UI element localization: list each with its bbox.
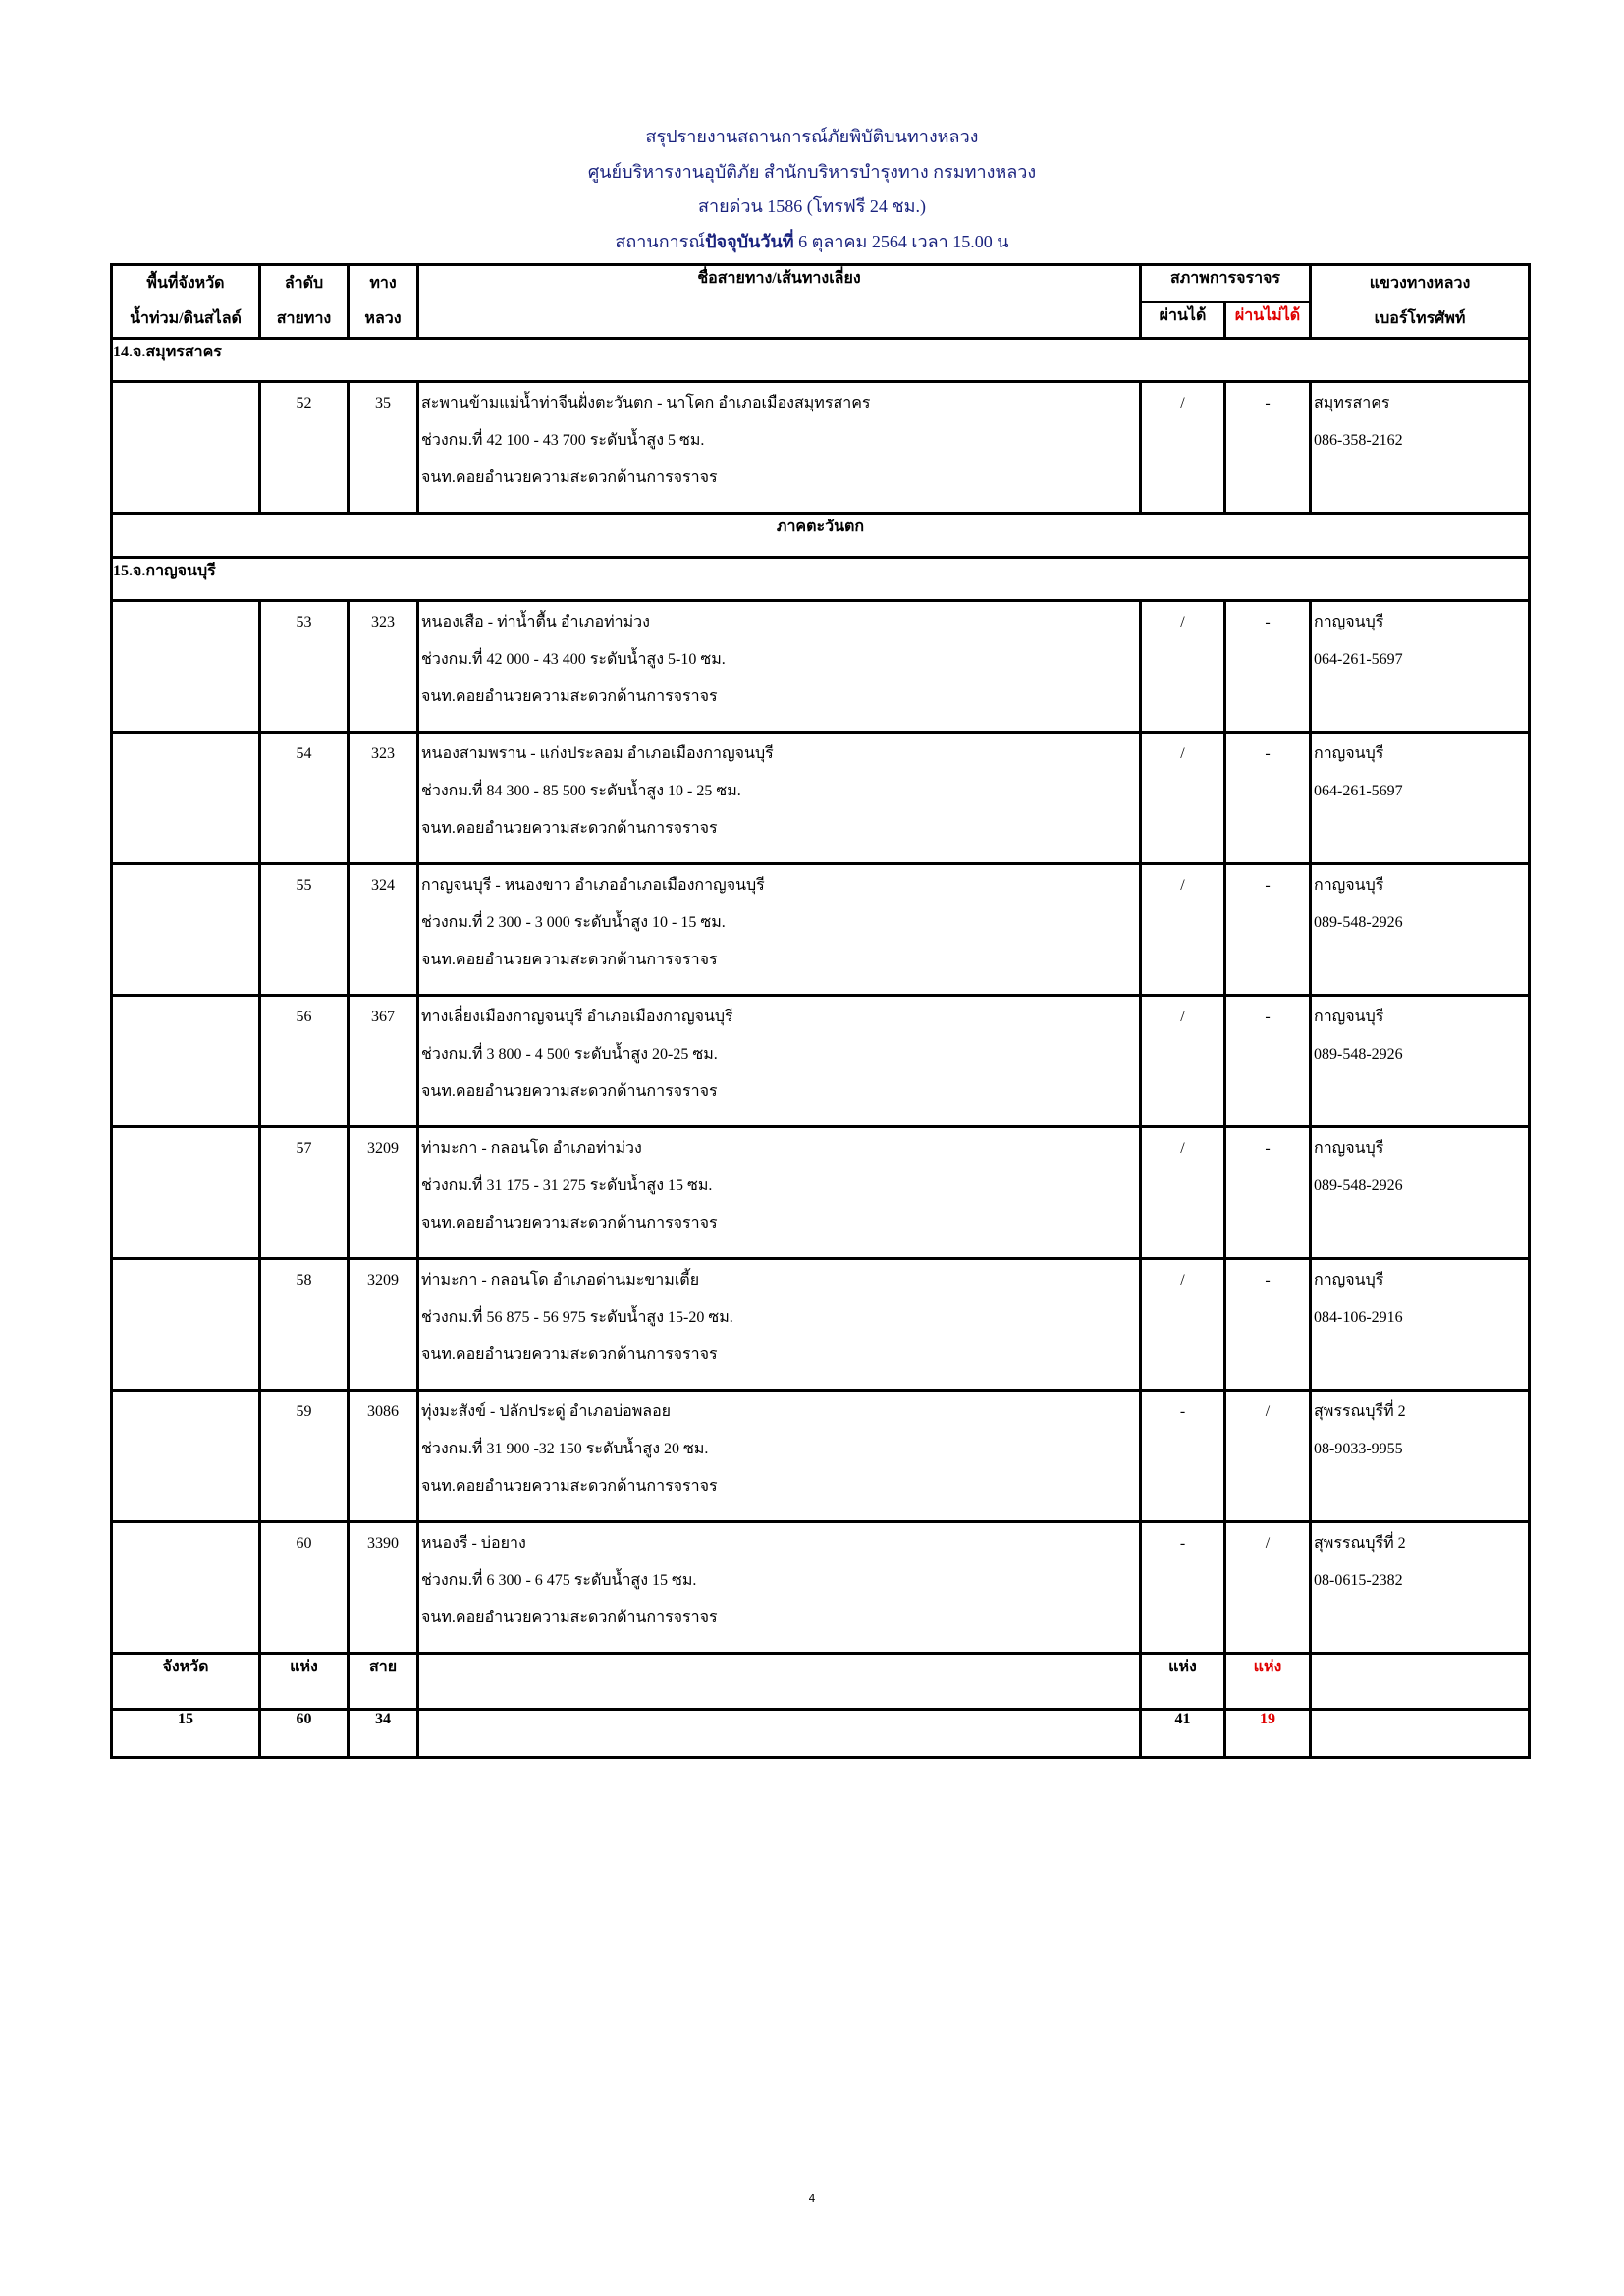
col-traffic-header: สภาพการจราจร xyxy=(1141,265,1311,302)
route-cell xyxy=(418,1259,1141,1391)
office-cell xyxy=(1311,996,1530,1127)
office-phone: 089-548-2926 xyxy=(1314,1046,1403,1063)
office-phone: 08-0615-2382 xyxy=(1314,1572,1403,1589)
office-name: กาญจนบุรี xyxy=(1314,1140,1384,1157)
office-phone: 089-548-2926 xyxy=(1314,914,1403,931)
route-name: ทุ่งมะสังข์ - ปลักประดู่ อำเภอบ่อพลอย xyxy=(421,1403,672,1420)
area-cell xyxy=(112,382,260,514)
col-route-header: ชื่อสายทาง/เส้นทางเลี่ยง xyxy=(418,265,1141,339)
region-title: ภาคตะวันตก xyxy=(112,514,1530,558)
seq-cell: 55 xyxy=(260,864,349,996)
summary-province-label: จังหวัด xyxy=(112,1654,260,1710)
impassable-cell: - xyxy=(1225,864,1311,996)
route-note: จนท.คอยอำนวยความสะดวกด้านการจราจร xyxy=(421,688,718,705)
col-impassable-header: ผ่านไม่ได้ xyxy=(1225,301,1311,339)
highway-cell: 367 xyxy=(349,996,418,1127)
col-hwy-header: ทาง หลวง xyxy=(349,265,418,339)
office-name: สุพรรณบุรีที่ 2 xyxy=(1314,1535,1406,1552)
route-name: หนองสามพราน - แก่งประลอม อำเภอเมืองกาญจนบุรี xyxy=(421,745,774,762)
impassable-cell: - xyxy=(1225,1259,1311,1391)
office-cell xyxy=(1311,1259,1530,1391)
summary-empty xyxy=(1311,1710,1530,1758)
seq-cell: 60 xyxy=(260,1522,349,1654)
table-row xyxy=(112,1391,1530,1522)
office-cell xyxy=(1311,1391,1530,1522)
route-note: จนท.คอยอำนวยความสะดวกด้านการจราจร xyxy=(421,1478,718,1495)
section-title: 14.จ.สมุทรสาคร xyxy=(112,339,1530,382)
office-name: กาญจนบุรี xyxy=(1314,1009,1384,1025)
report-table xyxy=(110,263,1531,1759)
office-name: กาญจนบุรี xyxy=(1314,614,1384,630)
passable-cell: / xyxy=(1141,864,1225,996)
region-row-west xyxy=(112,514,1530,558)
summary-province-value: 15 xyxy=(112,1710,260,1758)
route-name: หนองรี - บ่อยาง xyxy=(421,1535,526,1552)
office-cell xyxy=(1311,733,1530,864)
passable-cell: / xyxy=(1141,382,1225,514)
summary-places-label: แห่ง xyxy=(260,1654,349,1710)
office-cell xyxy=(1311,1522,1530,1654)
route-km-level: ช่วงกม.ที่ 84 300 - 85 500 ระดับน้ำสูง 10 - 25 ซม. xyxy=(421,783,741,799)
area-cell xyxy=(112,864,260,996)
route-note: จนท.คอยอำนวยความสะดวกด้านการจราจร xyxy=(421,952,718,968)
route-cell xyxy=(418,382,1141,514)
col-passable-header: ผ่านได้ xyxy=(1141,301,1225,339)
summary-pass-value: 41 xyxy=(1141,1710,1225,1758)
impassable-cell: / xyxy=(1225,1391,1311,1522)
route-note: จนท.คอยอำนวยความสะดวกด้านการจราจร xyxy=(421,1083,718,1100)
summary-empty xyxy=(418,1710,1141,1758)
route-km-level: ช่วงกม.ที่ 3 800 - 4 500 ระดับน้ำสูง 20-25 ซม. xyxy=(421,1046,718,1063)
route-km-level: ช่วงกม.ที่ 2 300 - 3 000 ระดับน้ำสูง 10 - 15 ซม. xyxy=(421,914,726,931)
impassable-cell: / xyxy=(1225,1522,1311,1654)
office-cell xyxy=(1311,382,1530,514)
seq-cell: 59 xyxy=(260,1391,349,1522)
highway-cell: 3209 xyxy=(349,1127,418,1259)
area-cell xyxy=(112,601,260,733)
seq-cell: 54 xyxy=(260,733,349,864)
passable-cell: / xyxy=(1141,733,1225,864)
office-cell xyxy=(1311,601,1530,733)
route-km-level: ช่วงกม.ที่ 42 000 - 43 400 ระดับน้ำสูง 5-10 ซม. xyxy=(421,651,726,668)
area-cell xyxy=(112,1127,260,1259)
highway-cell: 3086 xyxy=(349,1391,418,1522)
impassable-cell: - xyxy=(1225,382,1311,514)
passable-cell: / xyxy=(1141,996,1225,1127)
highway-cell: 35 xyxy=(349,382,418,514)
table-row xyxy=(112,601,1530,733)
seq-cell: 58 xyxy=(260,1259,349,1391)
col-seq-header: ลำดับ สายทาง xyxy=(260,265,349,339)
highway-cell: 3209 xyxy=(349,1259,418,1391)
route-cell xyxy=(418,864,1141,996)
route-name: ทางเลี่ยงเมืองกาญจนบุรี อำเภอเมืองกาญจนบุรี xyxy=(421,1009,733,1025)
summary-routes-value: 34 xyxy=(349,1710,418,1758)
summary-value-row xyxy=(112,1710,1530,1758)
summary-places-value: 60 xyxy=(260,1710,349,1758)
route-km-level: ช่วงกม.ที่ 42 100 - 43 700 ระดับน้ำสูง 5 ซม. xyxy=(421,432,705,449)
summary-pass-label: แห่ง xyxy=(1141,1654,1225,1710)
highway-cell: 324 xyxy=(349,864,418,996)
seq-cell: 56 xyxy=(260,996,349,1127)
area-cell xyxy=(112,733,260,864)
area-cell xyxy=(112,1259,260,1391)
route-note: จนท.คอยอำนวยความสะดวกด้านการจราจร xyxy=(421,469,718,486)
route-cell xyxy=(418,1127,1141,1259)
status-bold: ปัจจุบันวันที่ xyxy=(705,231,794,251)
page-number: 4 xyxy=(808,2192,816,2205)
route-name: สะพานข้ามแม่น้ำท่าจีนฝั่งตะวันตก - นาโคก อำเภอเมืองสมุทรสาคร xyxy=(421,395,871,411)
table-row xyxy=(112,382,1530,514)
area-cell xyxy=(112,1391,260,1522)
impassable-cell: - xyxy=(1225,733,1311,864)
summary-routes-label: สาย xyxy=(349,1654,418,1710)
office-phone: 064-261-5697 xyxy=(1314,651,1403,668)
table-row xyxy=(112,864,1530,996)
route-note: จนท.คอยอำนวยความสะดวกด้านการจราจร xyxy=(421,1215,718,1231)
summary-nopass-value: 19 xyxy=(1225,1710,1311,1758)
highway-cell: 3390 xyxy=(349,1522,418,1654)
passable-cell: - xyxy=(1141,1522,1225,1654)
route-cell xyxy=(418,1391,1141,1522)
col-area-header: พื้นที่จังหวัด น้ำท่วม/ดินสไลด์ xyxy=(112,265,260,339)
route-note: จนท.คอยอำนวยความสะดวกด้านการจราจร xyxy=(421,1610,718,1626)
passable-cell: / xyxy=(1141,601,1225,733)
summary-empty xyxy=(1311,1654,1530,1710)
header-row xyxy=(112,265,1530,302)
seq-cell: 53 xyxy=(260,601,349,733)
office-name: กาญจนบุรี xyxy=(1314,877,1384,894)
office-cell xyxy=(1311,864,1530,996)
table-row xyxy=(112,733,1530,864)
report-title-block xyxy=(0,120,1624,259)
highway-cell: 323 xyxy=(349,601,418,733)
section-row-15 xyxy=(112,558,1530,601)
report-hotline: สายด่วน 1586 (โทรฟรี 24 ชม.) xyxy=(698,196,926,216)
office-phone: 08-9033-9955 xyxy=(1314,1441,1403,1457)
summary-nopass-label: แห่ง xyxy=(1225,1654,1311,1710)
summary-label-row xyxy=(112,1654,1530,1710)
impassable-cell: - xyxy=(1225,601,1311,733)
route-note: จนท.คอยอำนวยความสะดวกด้านการจราจร xyxy=(421,1346,718,1363)
table-row xyxy=(112,996,1530,1127)
report-agency: ศูนย์บริหารงานอุบัติภัย สำนักบริหารบำรุงทาง กรมทางหลวง xyxy=(587,161,1037,182)
route-name: หนองเสือ - ท่าน้ำตื้น อำเภอท่าม่วง xyxy=(421,614,650,630)
impassable-cell: - xyxy=(1225,1127,1311,1259)
area-cell xyxy=(112,1522,260,1654)
route-name: ท่ามะกา - กลอนโด อำเภอด่านมะขามเตี้ย xyxy=(421,1272,700,1288)
table-row xyxy=(112,1522,1530,1654)
passable-cell: / xyxy=(1141,1259,1225,1391)
status-prefix: สถานการณ์ xyxy=(615,231,706,251)
passable-cell: / xyxy=(1141,1127,1225,1259)
summary-empty xyxy=(418,1654,1141,1710)
route-note: จนท.คอยอำนวยความสะดวกด้านการจราจร xyxy=(421,820,718,837)
highway-cell: 323 xyxy=(349,733,418,864)
office-phone: 084-106-2916 xyxy=(1314,1309,1403,1326)
impassable-cell: - xyxy=(1225,996,1311,1127)
section-row-14 xyxy=(112,339,1530,382)
seq-cell: 52 xyxy=(260,382,349,514)
route-name: กาญจนบุรี - หนองขาว อำเภออำเภอเมืองกาญจนบุรี xyxy=(421,877,765,894)
route-cell xyxy=(418,996,1141,1127)
route-name: ท่ามะกา - กลอนโด อำเภอท่าม่วง xyxy=(421,1140,642,1157)
office-phone: 086-358-2162 xyxy=(1314,432,1403,449)
route-km-level: ช่วงกม.ที่ 31 175 - 31 275 ระดับน้ำสูง 15 ซม. xyxy=(421,1177,713,1194)
office-name: กาญจนบุรี xyxy=(1314,1272,1384,1288)
table-row xyxy=(112,1127,1530,1259)
office-name: สมุทรสาคร xyxy=(1314,395,1390,411)
office-name: กาญจนบุรี xyxy=(1314,745,1384,762)
route-km-level: ช่วงกม.ที่ 56 875 - 56 975 ระดับน้ำสูง 15-20 ซม. xyxy=(421,1309,733,1326)
section-title: 15.จ.กาญจนบุรี xyxy=(112,558,1530,601)
report-title: สรุปรายงานสถานการณ์ภัยพิบัติบนทางหลวง xyxy=(645,127,979,146)
route-km-level: ช่วงกม.ที่ 31 900 -32 150 ระดับน้ำสูง 20 ซม. xyxy=(421,1441,709,1457)
office-phone: 064-261-5697 xyxy=(1314,783,1403,799)
col-office-header: แขวงทางหลวง เบอร์โทรศัพท์ xyxy=(1311,265,1530,339)
office-phone: 089-548-2926 xyxy=(1314,1177,1403,1194)
area-cell xyxy=(112,996,260,1127)
route-cell xyxy=(418,733,1141,864)
route-km-level: ช่วงกม.ที่ 6 300 - 6 475 ระดับน้ำสูง 15 ซม. xyxy=(421,1572,697,1589)
route-cell xyxy=(418,601,1141,733)
seq-cell: 57 xyxy=(260,1127,349,1259)
route-cell xyxy=(418,1522,1141,1654)
office-cell xyxy=(1311,1127,1530,1259)
passable-cell: - xyxy=(1141,1391,1225,1522)
report-status-date xyxy=(0,225,1624,260)
table-row xyxy=(112,1259,1530,1391)
office-name: สุพรรณบุรีที่ 2 xyxy=(1314,1403,1406,1420)
status-suffix: 6 ตุลาคม 2564 เวลา 15.00 น xyxy=(793,231,1009,251)
